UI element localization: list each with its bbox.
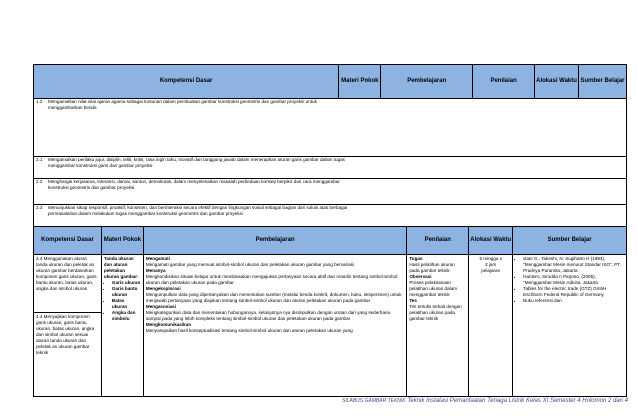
top-syllabus-table	[33, 64, 627, 227]
top-header-row	[34, 65, 627, 99]
list-item: • Tables for the electric trade (GTZ) GmbH Eschborn Federal Republic of Germany	[523, 286, 624, 298]
penilaian-heading: Observasi	[409, 274, 432, 279]
table-row	[34, 255, 627, 313]
sumber-list	[515, 256, 624, 304]
table-row	[34, 179, 627, 205]
bottom-header-row	[34, 227, 627, 255]
kd-text: Mengamalkan perilaku jujur, disiplin, teliti, kritis, rasa ingin tahu, inovatif dan tanggung jawab dalam menerapkan aturan garis gambar dalam tugas menggambar konstruksi garis dan gambar proyeksi	[48, 157, 345, 168]
list-item: • Angka dan simbolu	[112, 310, 141, 322]
table-row	[34, 205, 627, 227]
table-row	[34, 157, 627, 179]
kd-text: Menyajikan komponen garis ukuran, garis bantu ukuran, batas ukuran, angka dan simbol ukuran sesuai aturan tanda ukuran dan peletak an ukuran gambar teknik	[36, 314, 95, 355]
header-sumber-belajar: Sumber Belajar	[579, 65, 627, 99]
pembelajaran-heading: Menanya	[145, 268, 166, 273]
list-item: • Garis bantu ukuran	[112, 286, 141, 298]
kd-number: 2.1	[36, 157, 43, 162]
pembelajaran-text: Mengkondisikan situasi belajar untuk membiasakan mengajukan pertanyaan secara aktif dan mandiri tentang simbol-simbol ukuran dan peletakan ukuran pada gambar	[145, 274, 398, 285]
header-penilaian: Penilaian	[407, 227, 469, 255]
pembelajaran-text: Mengkategorikan data dan menentukan hubungannya, selanjutnya nya disimpulkan dengan urutan dari yang sederhana sampai pada yang lebih kompleks tentang simbol-simbol ukuran dan peletakan ukuran pada gambar	[145, 310, 391, 321]
footer-title: Teknik Instalasi Pemanfaatan Tenaga Listrik Kelas XI Semester 4 Holomon	[407, 398, 607, 404]
pembelajaran-text: Mengamati gambar yang memuat simbol-simbol ukuran dan peletakan ukuran gambar yang bervariasi	[145, 262, 354, 267]
pembelajaran-heading: Mengkomunikasikan	[145, 322, 192, 327]
kd-number: 4.4	[36, 314, 43, 319]
penilaian-cell	[407, 255, 469, 397]
alokasi-line: pelajaran	[481, 268, 501, 273]
penilaian-heading: Tes	[409, 298, 417, 303]
header-kompetensi-dasar: Kompetensi Dasar	[34, 65, 339, 99]
bottom-syllabus-table	[33, 226, 627, 397]
pembelajaran-heading: Mengeksplorasi	[145, 286, 181, 291]
header-sumber-belajar: Sumber Belajar	[513, 227, 627, 255]
penilaian-text: Proses pelaksanaan pelatihan ukuran dalam menggambar teknik	[409, 280, 458, 297]
penilaian-heading: Tugas	[409, 256, 423, 261]
kd-text: Menghargai kerjasama, toleransi, damai, santun, demokratis, dalam menyelesaikan masalah perbedaan konsep berpikir dan cara menggambar konstruksi geometris dan gambar proyeksi.	[48, 179, 340, 190]
list-item: • Garis ukuran	[112, 280, 141, 286]
header-materi-pokok: Materi Pokok	[339, 65, 381, 99]
sumber-cell	[513, 255, 627, 397]
materi-intro: Tanda ukuran dan aturan peletakan ukuran gambar:	[103, 256, 139, 279]
table-row	[34, 99, 627, 157]
kd-number: 3.4	[36, 256, 43, 261]
penilaian-text: Tes tertulis terkait dengan pelatihan ukuran pada gambar teknik	[409, 304, 462, 321]
page-footer	[0, 398, 628, 404]
header-penilaian: Penilaian	[473, 65, 535, 99]
kd-cell	[34, 313, 102, 397]
header-materi-pokok: Materi Pokok	[101, 227, 143, 255]
list-item: • Buku referensi dan	[523, 298, 624, 304]
alokasi-line: 5 minggu x	[479, 256, 502, 261]
list-item: • Batas ukuran	[112, 298, 141, 310]
footer-prefix: SILABUS GAMBAR TEKNIK	[342, 398, 406, 404]
kd-number: 2.2	[36, 179, 43, 184]
alokasi-cell	[469, 255, 513, 397]
penilaian-text: Hasil pelatihan ukuran pada gambar teknik	[409, 262, 455, 273]
header-alokasi-waktu: Alokasi Waktu	[535, 65, 579, 99]
pembelajaran-heading: Mengamati	[145, 256, 170, 261]
header-kompetensi-dasar: Kompetensi Dasar	[34, 227, 102, 255]
kd-text: Menggunakan aturan tanda ukuran dan peletak an ukuran gambar berdasarkan komponen garis ukuran, garis bantu ukuran, batas ukuran, angka dan simbol ukuran	[36, 256, 97, 291]
kd-text: Mengamalkan nilai-nilai ajaran agama sebagai tuntunan dalam pembuatan gambar konstruksi geometris dan gambar proyeksi untuk menggambarkan benda	[48, 99, 317, 110]
list-item: • Hantoro, Sirodda n Parjono, (2005), "Menggambar Mesin Adicita, Jakarta	[523, 274, 624, 286]
header-pembelajaran: Pembelajaran	[143, 227, 406, 255]
header-alokasi-waktu: Alokasi Waktu	[469, 227, 513, 255]
header-pembelajaran: Pembelajaran	[381, 65, 473, 99]
pembelajaran-text: Mengumpulkan data yang dipertanyakan dan menentukan sumber (melalui benda konkrit, dokumen, buku, eksperimen) untuk menjawab pertanyaan yang diajukan tentang simbol-simbol ukuran dan aturan peletakan ukuran pada gambar	[145, 292, 402, 303]
list-item: • Sato G., Takeshi, N. Sugiharto H (1983), "Menggambar Mesin menurut Standar ISO", PT. Pradnya Paramita, Jakarta	[523, 256, 624, 274]
materi-cell	[101, 255, 143, 397]
kd-text: Menunjukkan sikap responsif, proaktif, konsisten, dan berinteraksi secara efektif dengan lingkungan sosial sebagai bagian dari solusi atas berbagai permasalahan dalam melakukan tugas menggambar konstruksi geometris dan gambar proyeksi	[48, 205, 348, 216]
alokasi-line: 2 jam	[485, 262, 497, 267]
kd-number: 2.3	[36, 205, 43, 210]
materi-list	[104, 280, 141, 322]
pembelajaran-cell	[143, 255, 406, 397]
pembelajaran-heading: Mengasosiasi	[145, 304, 177, 309]
kd-cell	[34, 255, 102, 313]
footer-page: 2 dari 4	[607, 398, 628, 404]
pembelajaran-text: Menyampaikan hasil konseptualisasi tentang simbol-simbol ukuran dan aturan peletakan ukuran yang	[145, 328, 353, 333]
kd-number: 1.2	[36, 99, 43, 104]
